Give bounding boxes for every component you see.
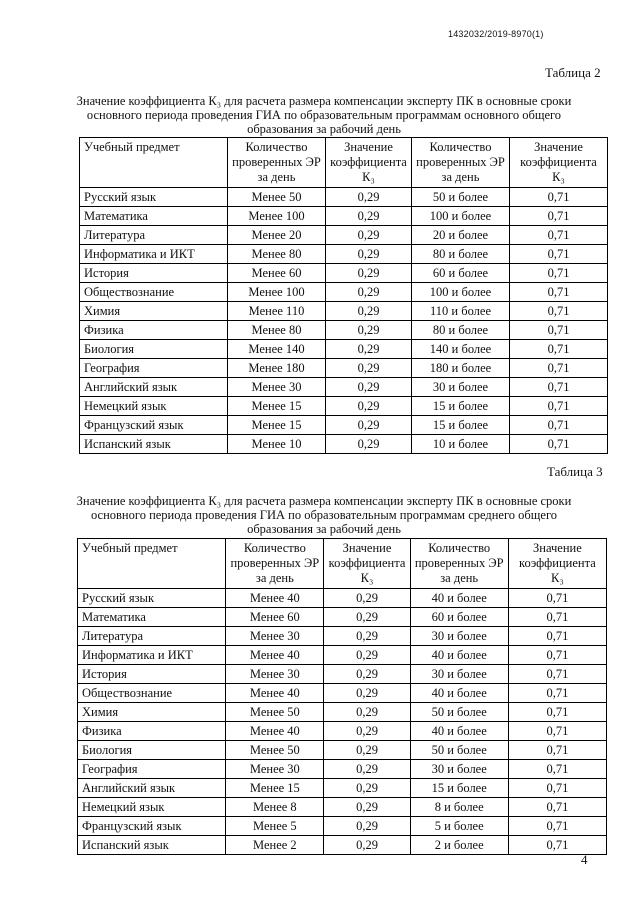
cell-coef-below: 0,29	[326, 226, 412, 245]
cell-coef-above: 0,71	[508, 760, 606, 779]
cell-subject: Немецкий язык	[78, 798, 226, 817]
cell-coef-above: 0,71	[510, 264, 608, 283]
cell-coef-below: 0,29	[324, 627, 410, 646]
cell-count-above: 50 и более	[410, 741, 508, 760]
cell-coef-below: 0,29	[324, 741, 410, 760]
cell-subject: География	[78, 760, 226, 779]
table-row	[80, 302, 608, 321]
table-row	[78, 703, 607, 722]
cell-subject: Английский язык	[78, 779, 226, 798]
cell-count-above: 180 и более	[412, 359, 510, 378]
cell-count-above: 80 и более	[412, 245, 510, 264]
table-row	[80, 283, 608, 302]
table-row	[80, 188, 608, 207]
header-count-below: Количество проверенных ЭР за день	[228, 138, 326, 188]
cell-coef-below: 0,29	[324, 798, 410, 817]
cell-coef-above: 0,71	[510, 245, 608, 264]
cell-coef-below: 0,29	[324, 608, 410, 627]
table-row	[78, 684, 607, 703]
cell-subject: Физика	[78, 722, 226, 741]
cell-count-above: 20 и более	[412, 226, 510, 245]
table-row	[78, 608, 607, 627]
cell-count-below: Менее 15	[228, 416, 326, 435]
cell-count-below: Менее 60	[228, 264, 326, 283]
cell-count-above: 60 и более	[410, 608, 508, 627]
header-coef-below: Значение коэффициента К₃	[326, 138, 412, 188]
cell-count-above: 100 и более	[412, 283, 510, 302]
cell-count-above: 2 и более	[410, 836, 508, 855]
table-row	[80, 321, 608, 340]
cell-subject: Химия	[80, 302, 228, 321]
cell-count-above: 5 и более	[410, 817, 508, 836]
table-row	[78, 665, 607, 684]
cell-subject: Обществознание	[78, 684, 226, 703]
cell-count-above: 40 и более	[410, 722, 508, 741]
cell-count-above: 15 и более	[412, 397, 510, 416]
cell-coef-below: 0,29	[326, 435, 412, 454]
header-count-above: Количество проверенных ЭР за день	[412, 138, 510, 188]
cell-count-below: Менее 20	[228, 226, 326, 245]
cell-coef-below: 0,29	[326, 302, 412, 321]
table-row	[78, 741, 607, 760]
cell-coef-below: 0,29	[326, 340, 412, 359]
cell-coef-above: 0,71	[508, 741, 606, 760]
table-row	[80, 207, 608, 226]
cell-coef-below: 0,29	[326, 264, 412, 283]
table-3-caption: Значение коэффициента К₃ для расчета размера компенсации эксперту ПК в основные сроки основного периода проведения ГИА по образовательным программам среднего общего образования за рабочий день	[76, 494, 572, 536]
cell-coef-above: 0,71	[510, 435, 608, 454]
cell-subject: Физика	[80, 321, 228, 340]
cell-subject: Химия	[78, 703, 226, 722]
table-row	[80, 264, 608, 283]
cell-count-below: Менее 10	[228, 435, 326, 454]
cell-count-above: 40 и более	[410, 684, 508, 703]
header-coef-below: Значение коэффициента К₃	[324, 539, 410, 589]
table-row	[80, 435, 608, 454]
cell-subject: Информатика и ИКТ	[78, 646, 226, 665]
cell-count-above: 110 и более	[412, 302, 510, 321]
table-row	[80, 416, 608, 435]
cell-count-above: 40 и более	[410, 589, 508, 608]
cell-coef-below: 0,29	[326, 397, 412, 416]
cell-count-above: 80 и более	[412, 321, 510, 340]
cell-coef-below: 0,29	[324, 646, 410, 665]
cell-count-above: 30 и более	[410, 627, 508, 646]
cell-coef-below: 0,29	[324, 684, 410, 703]
table-row	[80, 340, 608, 359]
cell-subject: Биология	[78, 741, 226, 760]
cell-coef-below: 0,29	[326, 416, 412, 435]
cell-subject: Литература	[78, 627, 226, 646]
cell-subject: Биология	[80, 340, 228, 359]
cell-coef-below: 0,29	[324, 589, 410, 608]
cell-count-above: 15 и более	[410, 779, 508, 798]
table-row	[78, 836, 607, 855]
cell-count-below: Менее 40	[226, 646, 324, 665]
table-2-caption: Значение коэффициента К₃ для расчета размера компенсации эксперту ПК в основные сроки основного периода проведения ГИА по образовательным программам основного общего образования за рабочий день	[76, 94, 572, 136]
cell-count-below: Менее 50	[226, 741, 324, 760]
table-row	[80, 245, 608, 264]
page-number: 4	[581, 852, 588, 867]
cell-coef-above: 0,71	[508, 589, 606, 608]
cell-count-below: Менее 15	[228, 397, 326, 416]
cell-subject: Немецкий язык	[80, 397, 228, 416]
cell-count-above: 40 и более	[410, 646, 508, 665]
cell-coef-below: 0,29	[324, 703, 410, 722]
cell-count-above: 30 и более	[410, 760, 508, 779]
cell-count-below: Менее 100	[228, 283, 326, 302]
cell-count-below: Менее 60	[226, 608, 324, 627]
cell-coef-below: 0,29	[326, 283, 412, 302]
cell-count-below: Менее 40	[226, 722, 324, 741]
cell-coef-above: 0,71	[510, 188, 608, 207]
cell-coef-above: 0,71	[510, 207, 608, 226]
table-row	[78, 722, 607, 741]
table-3-label: Таблица 3	[547, 464, 603, 479]
header-count-below: Количество проверенных ЭР за день	[226, 539, 324, 589]
table-row	[80, 397, 608, 416]
cell-count-above: 100 и более	[412, 207, 510, 226]
cell-coef-above: 0,71	[510, 378, 608, 397]
cell-subject: Французский язык	[78, 817, 226, 836]
cell-count-above: 30 и более	[410, 665, 508, 684]
header-coef-above: Значение коэффициента К₃	[510, 138, 608, 188]
table-header-row	[80, 138, 608, 188]
table-header-row	[78, 539, 607, 589]
cell-count-below: Менее 110	[228, 302, 326, 321]
cell-coef-below: 0,29	[326, 321, 412, 340]
cell-count-below: Менее 80	[228, 245, 326, 264]
cell-count-below: Менее 30	[226, 665, 324, 684]
cell-coef-below: 0,29	[324, 836, 410, 855]
cell-coef-above: 0,71	[510, 359, 608, 378]
cell-coef-above: 0,71	[508, 779, 606, 798]
cell-count-below: Менее 30	[228, 378, 326, 397]
table-row	[78, 646, 607, 665]
cell-subject: Обществознание	[80, 283, 228, 302]
cell-count-above: 8 и более	[410, 798, 508, 817]
cell-count-below: Менее 2	[226, 836, 324, 855]
cell-coef-below: 0,29	[326, 207, 412, 226]
table-row	[78, 779, 607, 798]
table-row	[78, 817, 607, 836]
table-2-label: Таблица 2	[545, 65, 601, 80]
cell-coef-below: 0,29	[324, 760, 410, 779]
table-row	[78, 798, 607, 817]
cell-subject: Литература	[80, 226, 228, 245]
cell-count-below: Менее 180	[228, 359, 326, 378]
cell-subject: Английский язык	[80, 378, 228, 397]
cell-subject: Математика	[78, 608, 226, 627]
table-row	[78, 627, 607, 646]
cell-count-above: 30 и более	[412, 378, 510, 397]
cell-count-above: 140 и более	[412, 340, 510, 359]
cell-subject: Русский язык	[80, 188, 228, 207]
cell-count-below: Менее 8	[226, 798, 324, 817]
cell-subject: Испанский язык	[78, 836, 226, 855]
cell-count-above: 50 и более	[410, 703, 508, 722]
cell-coef-above: 0,71	[508, 646, 606, 665]
header-subject: Учебный предмет	[78, 539, 226, 589]
cell-count-below: Менее 5	[226, 817, 324, 836]
cell-count-above: 50 и более	[412, 188, 510, 207]
cell-subject: Французский язык	[80, 416, 228, 435]
cell-count-below: Менее 30	[226, 627, 324, 646]
header-count-above: Количество проверенных ЭР за день	[410, 539, 508, 589]
cell-coef-above: 0,71	[508, 703, 606, 722]
cell-coef-above: 0,71	[510, 302, 608, 321]
cell-coef-above: 0,71	[510, 321, 608, 340]
cell-coef-below: 0,29	[326, 378, 412, 397]
cell-count-above: 15 и более	[412, 416, 510, 435]
cell-count-above: 10 и более	[412, 435, 510, 454]
cell-coef-above: 0,71	[508, 608, 606, 627]
cell-subject: Испанский язык	[80, 435, 228, 454]
cell-subject: Информатика и ИКТ	[80, 245, 228, 264]
cell-coef-above: 0,71	[508, 684, 606, 703]
cell-subject: История	[80, 264, 228, 283]
cell-coef-above: 0,71	[510, 416, 608, 435]
cell-coef-above: 0,71	[508, 627, 606, 646]
cell-coef-above: 0,71	[508, 817, 606, 836]
cell-count-below: Менее 50	[228, 188, 326, 207]
header-subject: Учебный предмет	[80, 138, 228, 188]
cell-coef-above: 0,71	[510, 397, 608, 416]
cell-coef-below: 0,29	[324, 817, 410, 836]
cell-coef-above: 0,71	[510, 340, 608, 359]
table-row	[80, 226, 608, 245]
cell-subject: Математика	[80, 207, 228, 226]
table-row	[78, 760, 607, 779]
cell-coef-above: 0,71	[508, 798, 606, 817]
cell-count-above: 60 и более	[412, 264, 510, 283]
cell-coef-below: 0,29	[324, 665, 410, 684]
cell-coef-above: 0,71	[510, 226, 608, 245]
document-code: 1432032/2019-8970(1)	[448, 29, 544, 39]
cell-coef-above: 0,71	[508, 665, 606, 684]
table-row	[78, 589, 607, 608]
cell-subject: Русский язык	[78, 589, 226, 608]
cell-count-below: Менее 40	[226, 684, 324, 703]
cell-coef-above: 0,71	[510, 283, 608, 302]
table-row	[80, 378, 608, 397]
cell-count-below: Менее 140	[228, 340, 326, 359]
cell-coef-below: 0,29	[324, 779, 410, 798]
cell-coef-below: 0,29	[324, 722, 410, 741]
header-coef-above: Значение коэффициента К₃	[508, 539, 606, 589]
cell-count-below: Менее 80	[228, 321, 326, 340]
cell-subject: История	[78, 665, 226, 684]
cell-coef-above: 0,71	[508, 836, 606, 855]
cell-coef-below: 0,29	[326, 245, 412, 264]
table-2	[79, 137, 608, 454]
cell-coef-above: 0,71	[508, 722, 606, 741]
cell-count-below: Менее 15	[226, 779, 324, 798]
cell-count-below: Менее 100	[228, 207, 326, 226]
cell-coef-below: 0,29	[326, 359, 412, 378]
table-3	[77, 538, 607, 855]
cell-count-below: Менее 40	[226, 589, 324, 608]
cell-subject: География	[80, 359, 228, 378]
cell-count-below: Менее 30	[226, 760, 324, 779]
table-row	[80, 359, 608, 378]
cell-count-below: Менее 50	[226, 703, 324, 722]
cell-coef-below: 0,29	[326, 188, 412, 207]
